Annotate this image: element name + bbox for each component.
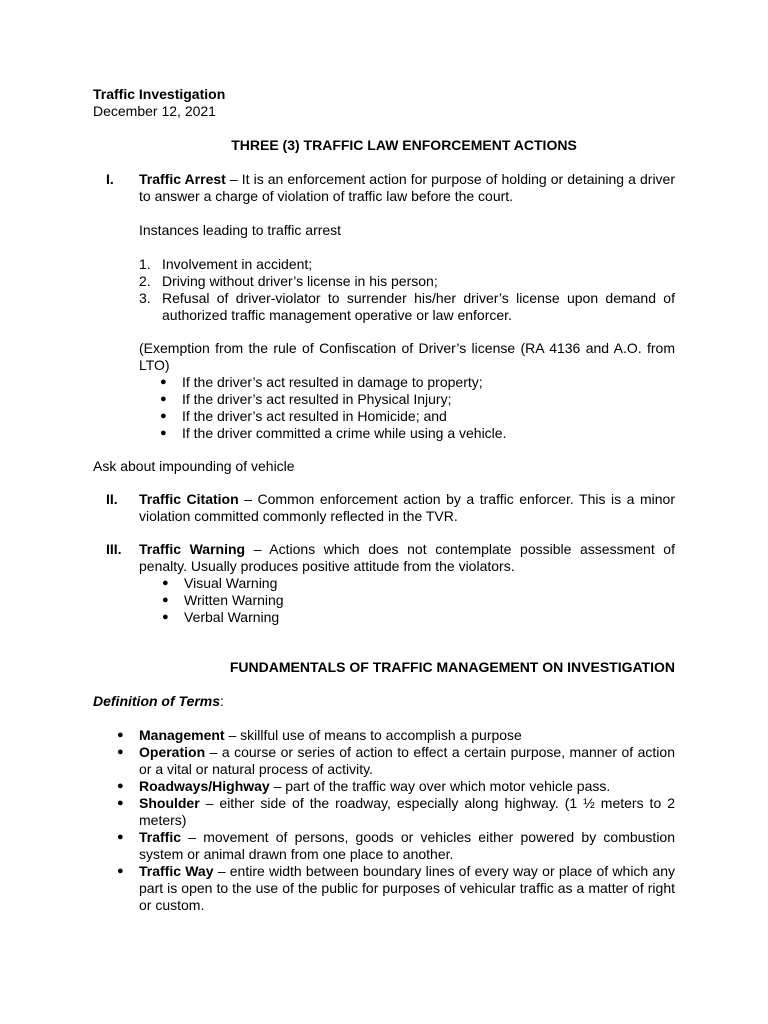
item-traffic-citation: [93, 491, 675, 525]
impounding-note: Ask about impounding of vehicle: [93, 458, 295, 474]
traffic-citation-description: – Common enforcement action by a traffic enforcer. This is a minor violation committed commonly reflected in the TVR.: [139, 491, 675, 524]
bullet-icon: ●: [162, 611, 169, 623]
definition-description: – part of the traffic way over which motor vehicle pass.: [269, 778, 611, 794]
instances-label: Instances leading to traffic arrest: [139, 222, 342, 238]
definition-term: Roadways/Highway: [139, 778, 270, 794]
term-traffic-arrest: Traffic Arrest: [139, 171, 226, 187]
bullet-icon: ●: [160, 410, 167, 422]
bullet-icon: ●: [160, 376, 167, 388]
item-traffic-arrest: [93, 171, 675, 205]
definition-item: [93, 744, 675, 778]
definition-term: Operation: [139, 744, 206, 760]
bullet-icon: ●: [162, 594, 169, 606]
list-item: ● Visual Warning: [162, 575, 278, 591]
traffic-arrest-text: [139, 171, 675, 205]
definitions-list: [93, 727, 675, 914]
item-traffic-warning: [93, 541, 675, 575]
definition-term: Traffic Way: [139, 863, 214, 879]
exemption-note: (Exemption from the rule of Confiscation of Driver’s license (RA 4136 and A.O. from LTO): [139, 340, 675, 373]
bullet-icon: ●: [117, 780, 124, 792]
definition-item: [93, 795, 675, 829]
section-heading-enforcement-actions: THREE (3) TRAFFIC LAW ENFORCEMENT ACTIONS: [231, 137, 577, 153]
traffic-citation-text: [139, 491, 675, 525]
list-item: 3. Refusal of driver-violator to surrender his/her driver’s license upon demand of authorized traffic management operative or law enforcer.: [139, 290, 675, 323]
document-date: December 12, 2021: [93, 103, 216, 119]
exemption-bullet-list: [160, 374, 675, 442]
traffic-arrest-description: – It is an enforcement action for purpose of holding or detaining a driver to answer a charge of violation of traffic law before the court.: [139, 171, 675, 204]
bullet-icon: ●: [117, 831, 124, 843]
bullet-icon: ●: [162, 577, 169, 589]
definitions-label-line: [93, 693, 675, 710]
roman-numeral-iii: III.: [106, 541, 122, 557]
definition-term: Management: [139, 727, 225, 743]
list-item: ● If the driver committed a crime while using a vehicle.: [160, 425, 507, 441]
definition-description: – a course or series of action to effect a certain purpose, manner of action or a vital or natural process of activity.: [139, 744, 675, 777]
bullet-icon: ●: [117, 729, 124, 741]
definition-item: [93, 829, 675, 863]
term-traffic-warning: Traffic Warning: [139, 541, 246, 557]
list-item: ● Written Warning: [162, 592, 284, 608]
document-title: Traffic Investigation: [93, 86, 226, 102]
bullet-icon: ●: [117, 797, 124, 809]
definition-description: – entire width between boundary lines of every way or place of which any part is open to the use of the public for purposes of vehicular traffic as a matter of right or custom.: [139, 863, 676, 913]
definitions-colon: :: [220, 693, 224, 709]
term-traffic-citation: Traffic Citation: [139, 491, 239, 507]
document-page: [93, 86, 675, 914]
roman-numeral-i: I.: [106, 171, 114, 187]
bullet-icon: ●: [160, 393, 167, 405]
section-heading-fundamentals: FUNDAMENTALS OF TRAFFIC MANAGEMENT ON INVESTIGATION: [229, 659, 675, 675]
roman-numeral-ii: II.: [106, 491, 118, 507]
definition-description: – either side of the roadway, especially along highway. (1 ½ meters to 2 meters): [139, 795, 675, 828]
definition-description: – movement of persons, goods or vehicles either powered by combustion system or animal drawn from one place to another.: [139, 829, 675, 862]
bullet-icon: ●: [117, 865, 124, 877]
list-item: 1. Involvement in accident;: [139, 256, 313, 272]
definition-description: – skillful use of means to accomplish a purpose: [224, 727, 522, 743]
traffic-warning-description: – Actions which does not contemplate possible assessment of penalty. Usually produces positive attitude from the violators.: [139, 541, 675, 574]
list-item: 2. Driving without driver’s license in his person;: [139, 273, 438, 289]
bullet-icon: ●: [160, 427, 167, 439]
list-item: ● If the driver’s act resulted in Homicide; and: [160, 408, 447, 424]
instances-list: [139, 256, 675, 324]
definition-item: [93, 778, 675, 795]
definition-item: [93, 863, 675, 914]
definition-term: Shoulder: [139, 795, 200, 811]
definitions-label: Definition of Terms: [93, 693, 221, 709]
list-item: ● If the driver’s act resulted in Physical Injury;: [160, 391, 452, 407]
list-item: ● Verbal Warning: [162, 609, 280, 625]
definition-term: Traffic: [139, 829, 182, 845]
warning-types-list: [162, 575, 675, 626]
traffic-warning-text: [139, 541, 675, 575]
bullet-icon: ●: [117, 746, 124, 758]
definition-item: [93, 727, 675, 744]
list-item: ● If the driver’s act resulted in damage to property;: [160, 374, 483, 390]
